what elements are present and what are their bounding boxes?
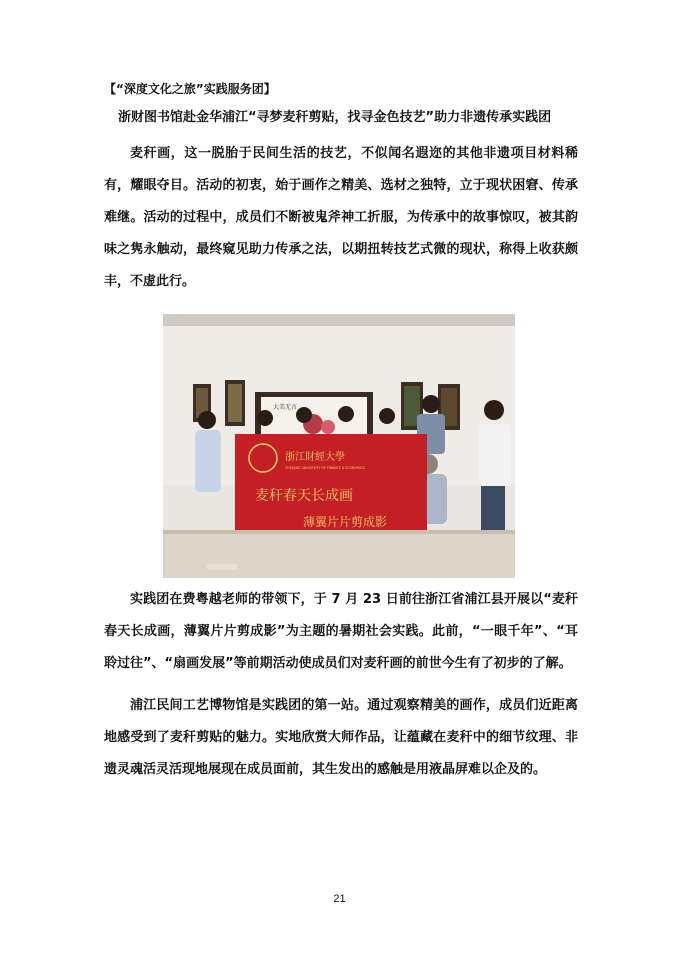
paragraph-museum: 浦江民间工艺博物馆是实践团的第一站。通过观察精美的画作，成员们近距离地感受到了麦秆剪贴的魅力。实地欣赏大师作品，让蕴藏在麦秆中的细节纹理、非遗灵魂活灵活现地展现在成员面前，其生发出的感触是用液晶屏难以企及的。 xyxy=(104,698,578,777)
article-subtitle: 浙财图书馆赴金华浦江“寻梦麦秆剪贴，找寻金色技艺”助力非遗传承实践团 xyxy=(118,110,552,125)
wall-scroll-text: 大美无言 xyxy=(273,404,298,411)
banner-slogan-1: 麦秆春天长成画 xyxy=(255,488,353,504)
banner-university-en: ZHEJIANG UNIVERSITY OF FINANCE & ECONOMICS xyxy=(285,466,365,470)
red-banner xyxy=(235,434,427,534)
group-photo xyxy=(163,314,515,578)
banner-university-name: 浙江財經大學 xyxy=(285,452,345,463)
paragraph-activity: 实践团在费粤越老师的带领下，于 7 月 23 日前往浙江省浦江县开展以“麦秆春天长成画，薄翼片片剪成影”为主题的暑期社会实践。此前，“一眼千年”、“耳聆过往”、“扇画发展”等前期活动使成员们对麦秆画的前世今生有了初步的了解。 xyxy=(104,592,578,671)
banner-slogan-2: 薄翼片片剪成影 xyxy=(303,515,388,529)
paragraph-intro: 麦秆画，这一脱胎于民间生活的技艺，不似闻名遐迩的其他非遗项目材料稀有，耀眼夺目。活动的初衷，始于画作之精美、选材之独特，立于现状困窘、传承难继。活动的过程中，成员们不断被鬼斧神工折服，为传承中的故事惊叹，被其韵味之隽永触动，最终窥见助力传承之法，以期扭转技艺式微的现状，称得上收获颇丰，不虚此行。 xyxy=(104,146,578,289)
page-number: 21 xyxy=(333,893,346,905)
section-tag: 【“深度文化之旅”实践服务团】 xyxy=(104,82,276,96)
group-photo-illustration xyxy=(163,314,515,578)
